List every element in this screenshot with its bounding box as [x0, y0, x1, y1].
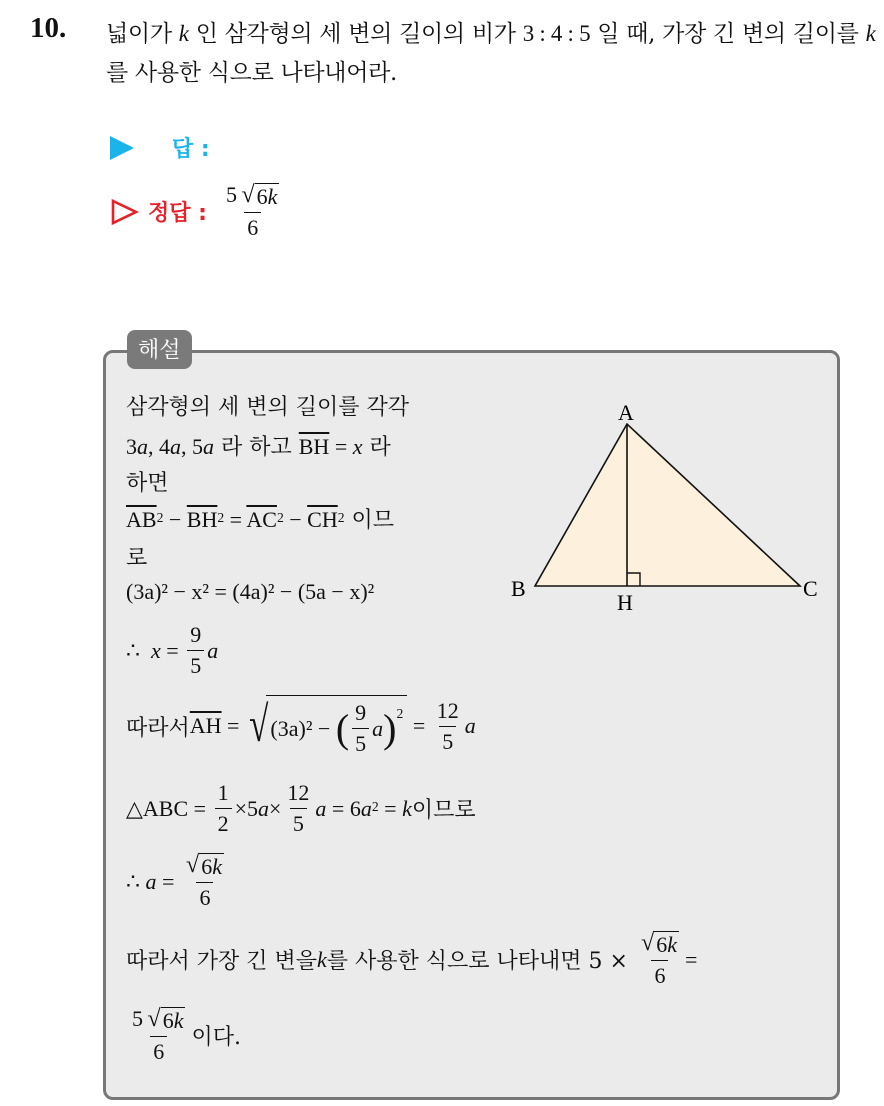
play-outline-icon — [110, 198, 140, 226]
expl-final-line: 따라서 가장 긴 변을 k 를 사용한 식으로 나타내면 5 × √ 6k 6 = — [126, 929, 698, 988]
expl-area-equation: △ABC = $\frac{1}{2}$ × 5a × $\frac{12}{5}$ a = $6a^2$ = k 이므로 — [126, 780, 476, 836]
expl-a-value: ∴ a = √ 6k 6 — [126, 851, 222, 910]
label-c: C — [803, 576, 818, 601]
problem-number: 10. — [30, 12, 67, 44]
correct-answer-label: 정답 : — [148, 201, 207, 226]
label-h: H — [617, 590, 633, 615]
answer-label: 답 : — [172, 137, 210, 162]
expl-x-value: ∴ x = $\frac{9}{5}$ a — [126, 622, 219, 678]
expl-conclusion: 5 √ 6k 6 이다. — [132, 1005, 241, 1064]
expl-line-4: $\overline{AB}^2 - \overline{BH}^2 = \overline{AC}^2 - \overline{CH}^2$ 이므 — [126, 507, 395, 533]
expl-equation-1: (3a)² − x² = (4a)² − (5a − x)² — [126, 579, 375, 604]
expl-ah-value: 따라서 $\overline{AH}$ = √ (3a)² − ( $\frac{9}{5}$ a ) $^2$ = $\frac{12}{5}$ a — [126, 696, 476, 756]
label-a: A — [618, 400, 634, 425]
correct-answer-row — [110, 182, 285, 241]
ratio: 3 : 4 : 5 — [522, 21, 591, 46]
expl-line-2: 3a, 4a, 5a 라 하고 $\overline{BH} = x$ 라 — [126, 434, 391, 460]
answer-row — [110, 132, 510, 163]
explanation-tag: 해설 — [127, 330, 192, 369]
expl-line-3: 하면 — [126, 471, 169, 496]
correct-answer-value: 5 √ 6k 6 — [225, 181, 278, 240]
answer-input[interactable] — [210, 135, 510, 161]
label-b: B — [511, 576, 526, 601]
triangle-shape — [535, 424, 800, 586]
problem-text: 넓이가 k 인 삼각형의 세 변의 길이의 비가 3 : 4 : 5 일 때, 가장 긴 변의 길이를 k 를 사용한 식으로 나타내어라. — [106, 21, 876, 86]
expl-line-5: 로 — [126, 546, 148, 571]
play-icon — [110, 136, 134, 160]
expl-line-1: 삼각형의 세 변의 길이를 각각 — [126, 395, 409, 420]
triangle-figure — [505, 398, 835, 623]
